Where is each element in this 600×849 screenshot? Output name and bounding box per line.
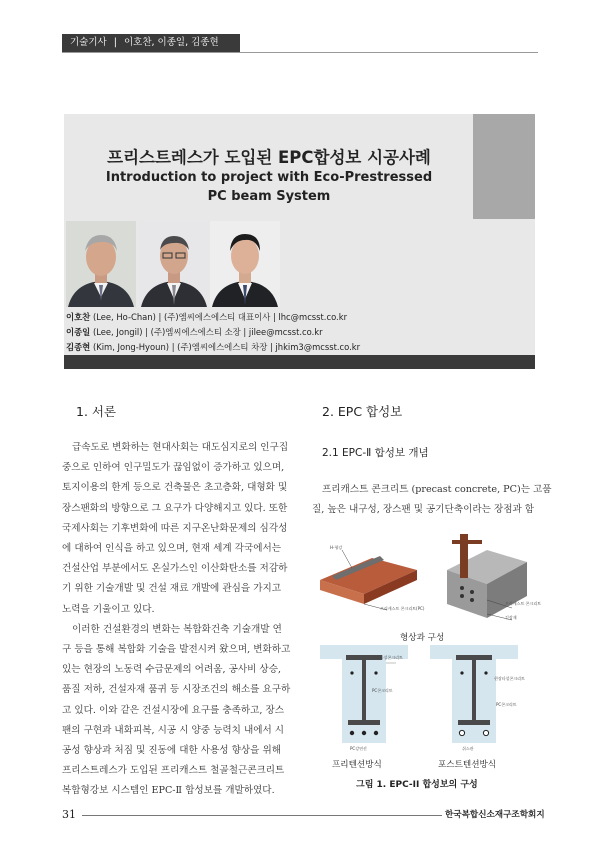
section1-heading: 1. 서론 (76, 404, 117, 419)
fig-label-d2: PC콘크리트 (496, 702, 517, 707)
title-bottom-bar (64, 355, 535, 369)
author-name-3: 김종현 (66, 342, 91, 352)
body-line: 장스팬화의 방향으로 그 요구가 다양해지고 있다. 또한 (62, 502, 288, 514)
body-line: 팬의 구현과 내화피복, 시공 시 양중 능력치 내에서 시 (62, 724, 285, 736)
author-line-3 (66, 341, 360, 353)
title-english-line1: Introduction to project with Eco-Prestressed (105, 170, 433, 185)
figure-subcaption: 형상과 구성 (400, 633, 445, 643)
author-en-2: (Lee, Jongil) (92, 327, 143, 337)
body-line: 복합형강보 시스템인 EPC-Ⅱ 합성보를 개발하였다. (62, 785, 275, 797)
figure-label-posttension: 포스트텐션방식 (438, 760, 497, 770)
author-en-3: (Kim, Jong-Hyoun) (92, 342, 170, 352)
author-info-1: | (주)엠씨에스에스티 대표이사 | lhc@mcsst.co.kr (158, 312, 348, 322)
fig-label-c2: PC콘크리트 (372, 688, 393, 693)
author-photo-1 (66, 221, 136, 307)
author-photo-2 (139, 221, 209, 307)
author-name-1: 이호찬 (66, 312, 91, 322)
title-korean: 프리스트레스가 도입된 EPC합성보 시공사례 (107, 148, 431, 167)
fig-label-d3: 쉬스관 (462, 746, 474, 751)
page-number: 31 (62, 808, 76, 821)
body-line: 있는 현장의 노동력 수급문제의 어려움, 공사비 상승, (62, 664, 282, 676)
title-english-line2: PC beam System (207, 189, 331, 204)
body-line: 토지이용의 한계 등으로 건축물은 초고층화, 대형화 및 (62, 482, 288, 494)
author-name-2: 이종일 (66, 327, 91, 337)
header-rule (62, 52, 538, 53)
fig-label-a2: 프리캐스트 콘크리트(PC) (380, 606, 425, 611)
author-line-1 (66, 311, 347, 323)
separator: | (113, 37, 117, 48)
body-line: 급속도로 변화하는 현대사회는 대도심지로의 인구집 (72, 442, 289, 453)
header-authors: 이호찬, 이종일, 김종현 (123, 37, 219, 48)
fig-label-b1: 프리캐스트 콘크리트 (505, 601, 542, 606)
author-info-3: | (주)엠씨에스에스티 차장 | jhkim3@mcsst.co.kr (171, 342, 361, 352)
body-line: 이러한 건설환경의 변화는 복합화건축 기술개발 연 (72, 623, 282, 635)
body-line: 국제사회는 기후변화에 따른 지구온난화문제의 심각성 (62, 522, 288, 534)
body-line: 공성 향상과 처짐 및 진동에 대한 사용성 향상을 위해 (62, 745, 282, 757)
section1-body (62, 438, 290, 802)
fig-label-d1: 현장타설콘크리트 (494, 676, 525, 681)
author-en-1: (Lee, Ho-Chan) (92, 312, 156, 322)
author-info-2: | (주)엠씨에스에스티 소장 | jilee@mcsst.co.kr (145, 327, 323, 337)
body-line: 품질 저하, 건설자재 품귀 등 시장조건의 해소를 요구하 (62, 684, 291, 696)
figure-cross-sections (318, 643, 538, 753)
fig-label-b2: 긴장재 (505, 615, 517, 620)
figure-caption: 그림 1. EPC-II 합성보의 구성 (356, 780, 478, 790)
section-tag (62, 34, 240, 52)
body-line: 질, 높은 내구성, 장스팬 및 공기단축이라는 장점과 함 (312, 504, 535, 516)
body-line: 중으로 인하여 인구밀도가 끊임없이 증가하고 있으며, (62, 462, 285, 474)
footer-rule (82, 815, 442, 816)
body-line: 건설산업 부분에서도 온실가스인 이산화탄소를 저감하 (62, 563, 288, 575)
fig-label-a1: H-형강 (330, 545, 343, 550)
title-accent (473, 114, 535, 219)
body-line: 고 있다. 이와 같은 건설시장에 요구를 충족하고, 장스 (62, 704, 285, 716)
section2-body (312, 480, 552, 520)
body-line: 프리캐스트 콘크리트 (precast concrete, PC)는 고품 (322, 484, 552, 495)
section2-heading: 2. EPC 합성보 (322, 404, 403, 419)
fig-label-c3: PC강연선 (350, 746, 367, 751)
section2-subheading: 2.1 EPC-Ⅱ 합성보 개념 (322, 447, 429, 459)
author-photo-3 (210, 221, 280, 307)
fig-label-c1: 현장타설콘크리트 (372, 655, 403, 660)
body-line: 구 등을 통해 복합화 기술을 발전시켜 왔으며, 변화하고 (62, 644, 291, 656)
body-line: 노력을 기울이고 있다. (62, 603, 155, 615)
body-line: 기 위한 기술개발 및 건설 재료 개발에 관심을 가지고 (62, 583, 282, 595)
journal-name: 한국복합신소재구조학회지 (445, 810, 545, 820)
figure-label-pretension: 프리텐션방식 (332, 760, 382, 770)
section-label: 기술기사 (70, 37, 107, 48)
body-line: 프리스트레스가 도입된 프리캐스트 철골철근콘크리트 (62, 765, 285, 777)
author-line-2 (66, 326, 323, 338)
body-line: 에 대하여 인식을 하고 있으며, 현재 세계 각국에서는 (62, 543, 282, 555)
